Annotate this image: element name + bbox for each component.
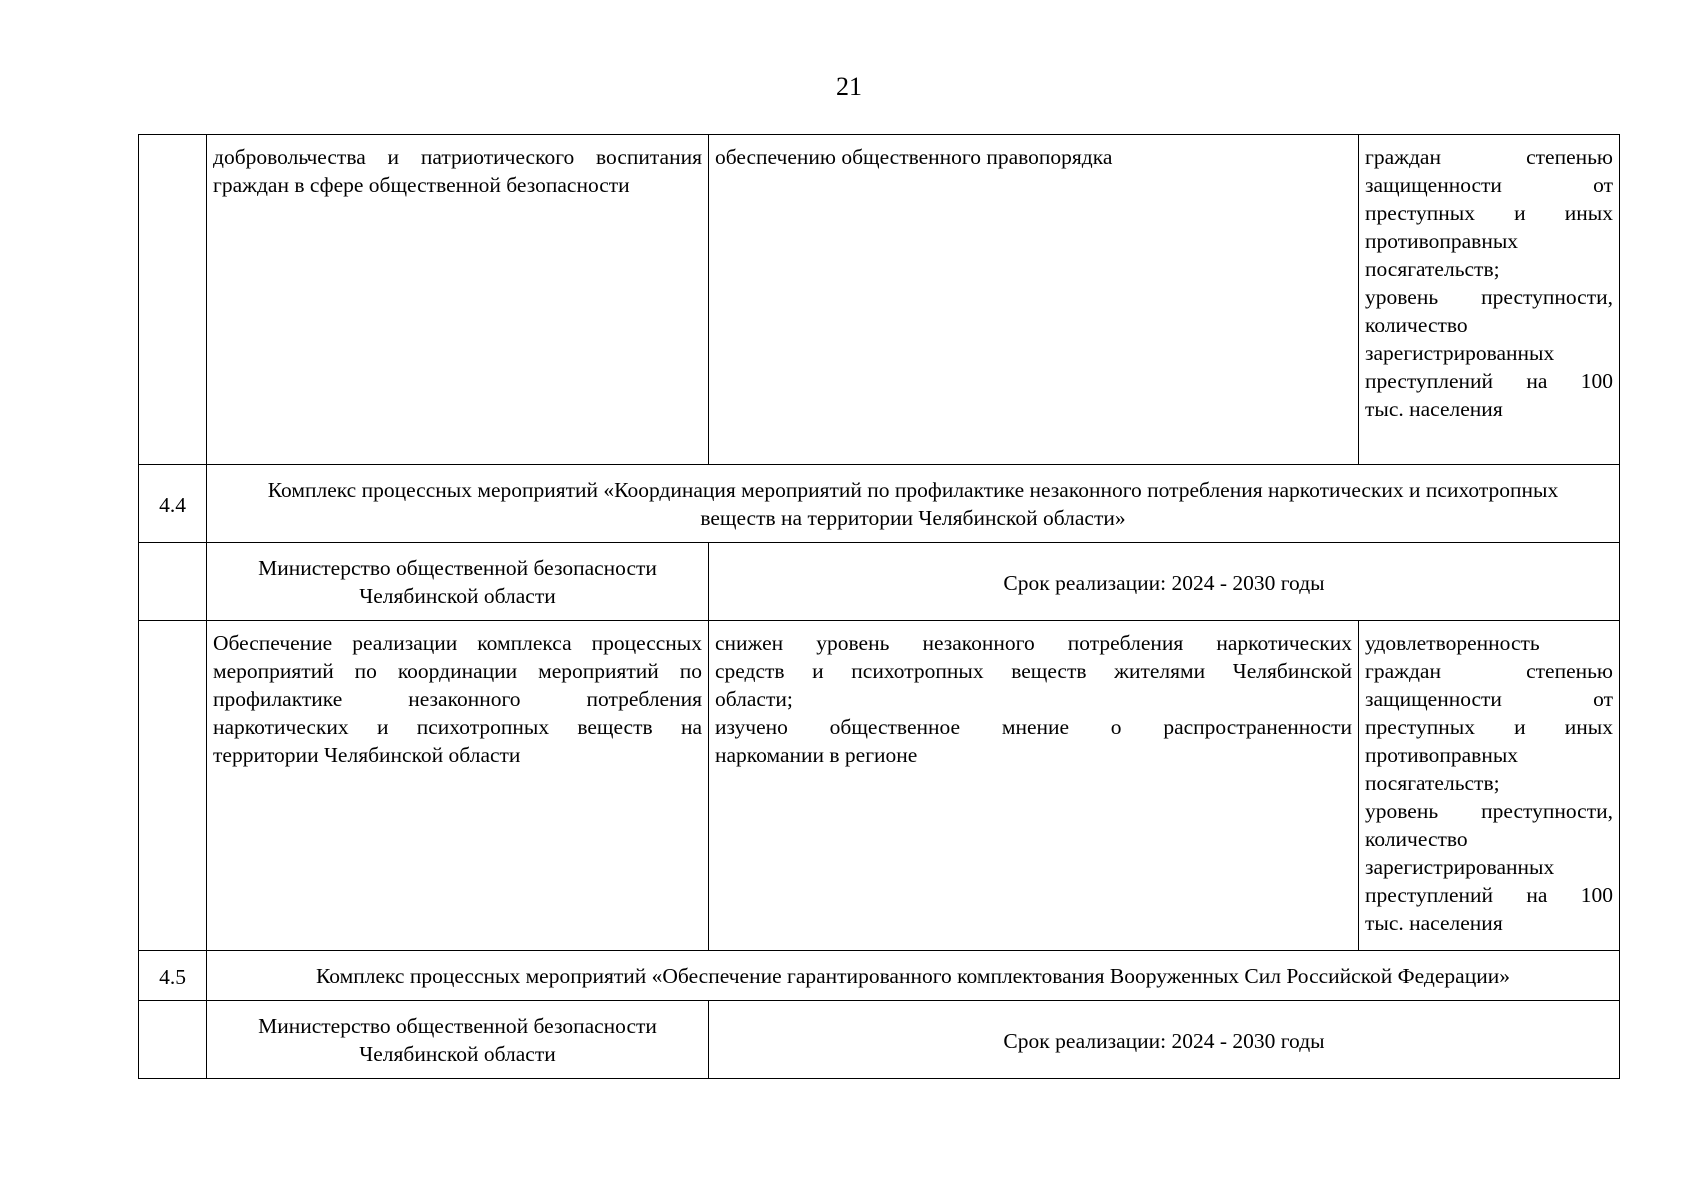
indicator-line: противоправных bbox=[1365, 229, 1519, 253]
task-description: добровольчества и патриотического воспитания граждан в сфере общественной безопасности bbox=[207, 135, 709, 465]
expected-result: обеспечению общественного правопорядка bbox=[709, 135, 1359, 465]
section-title: Комплекс процессных мероприятий «Обеспечение гарантированного комплектования Вооруженных Сил Российской Федерации» bbox=[207, 951, 1620, 1001]
indicator-line: защищенности от bbox=[1365, 687, 1613, 711]
indicator-line: посягательств; bbox=[1365, 257, 1500, 281]
row-number bbox=[139, 1001, 207, 1079]
indicator-line: тыс. населения bbox=[1365, 397, 1503, 421]
row-number bbox=[139, 543, 207, 621]
indicator-line: защищенности от bbox=[1365, 173, 1613, 197]
indicator-cell bbox=[1359, 621, 1620, 951]
responsible-authority: Министерство общественной безопасности Челябинской области bbox=[207, 1001, 709, 1079]
indicator-cell bbox=[1359, 135, 1620, 465]
indicator-line: граждан степенью bbox=[1365, 145, 1613, 169]
implementation-period: Срок реализации: 2024 - 2030 годы bbox=[709, 1001, 1620, 1079]
result-line: средств и психотропных веществ жителями Челябинской bbox=[715, 659, 1352, 683]
row-number bbox=[139, 621, 207, 951]
table-row bbox=[139, 621, 1620, 951]
indicator-line: количество bbox=[1365, 827, 1468, 851]
expected-result bbox=[709, 621, 1359, 951]
page-number: 21 bbox=[836, 72, 862, 101]
table-row bbox=[139, 951, 1620, 1001]
indicator-line: зарегистрированных bbox=[1365, 341, 1555, 365]
indicator-line: преступлений на 100 bbox=[1365, 369, 1613, 393]
table-row bbox=[139, 135, 1620, 465]
result-line: снижен уровень незаконного потребления наркотических bbox=[715, 631, 1352, 655]
indicator-line: преступлений на 100 bbox=[1365, 883, 1613, 907]
indicator-line: посягательств; bbox=[1365, 771, 1500, 795]
indicator-line: преступных и иных bbox=[1365, 201, 1613, 225]
result-line: изучено общественное мнение о распространенности bbox=[715, 715, 1352, 739]
task-description: Обеспечение реализации комплекса процессных мероприятий по координации мероприятий по профилактике незаконного потребления наркотических и психотропных веществ на территории Челябинской области bbox=[207, 621, 709, 951]
row-number: 4.5 bbox=[139, 951, 207, 1001]
indicator-line: тыс. населения bbox=[1365, 911, 1503, 935]
indicator-line: уровень преступности, bbox=[1365, 799, 1613, 823]
indicator-line: противоправных bbox=[1365, 743, 1519, 767]
indicator-line: уровень преступности, bbox=[1365, 285, 1613, 309]
responsible-authority: Министерство общественной безопасности Челябинской области bbox=[207, 543, 709, 621]
indicator-line: зарегистрированных bbox=[1365, 855, 1555, 879]
table-row bbox=[139, 1001, 1620, 1079]
implementation-period: Срок реализации: 2024 - 2030 годы bbox=[709, 543, 1620, 621]
table-row bbox=[139, 465, 1620, 543]
indicator-line: граждан степенью bbox=[1365, 659, 1613, 683]
row-number: 4.4 bbox=[139, 465, 207, 543]
result-line: области; bbox=[715, 687, 793, 711]
section-title: Комплекс процессных мероприятий «Координация мероприятий по профилактике незаконного потребления наркотических и психотропных веществ на территории Челябинской области» bbox=[207, 465, 1620, 543]
indicator-line: количество bbox=[1365, 313, 1468, 337]
indicator-line: удовлетворенность bbox=[1365, 631, 1540, 655]
indicator-line: преступных и иных bbox=[1365, 715, 1613, 739]
row-number bbox=[139, 135, 207, 465]
program-table bbox=[138, 134, 1620, 1079]
result-line: наркомании в регионе bbox=[715, 743, 918, 767]
table-row bbox=[139, 543, 1620, 621]
